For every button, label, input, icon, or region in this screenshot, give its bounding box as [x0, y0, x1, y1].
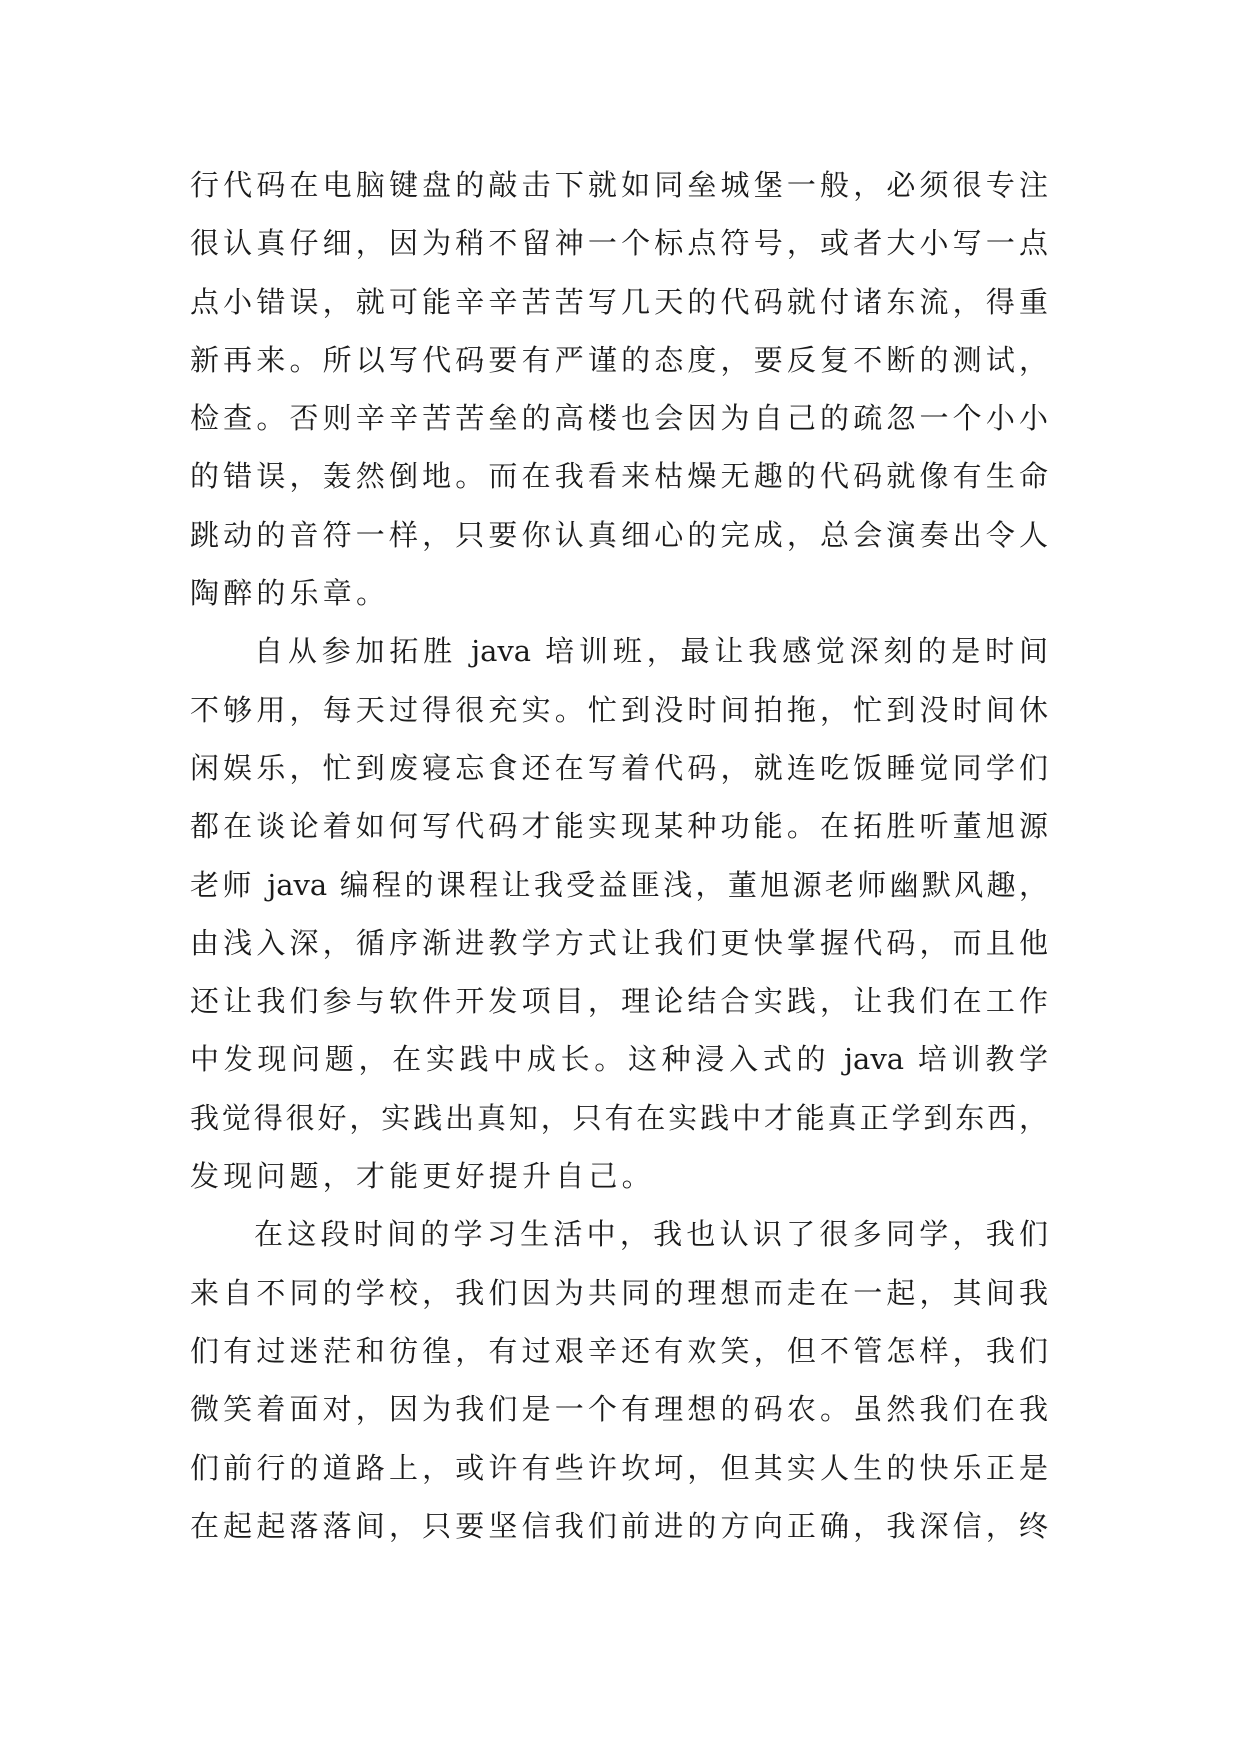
text-line: 我觉得很好，实践出真知，只有在实践中才能真正学到东西， [190, 1100, 1048, 1135]
text-line: 检查。否则辛辛苦苦垒的高楼也会因为自己的疏忽一个小小 [190, 401, 1048, 436]
text-line: 中发现问题，在实践中成长。这种浸入式的 java 培训教学 [190, 1042, 1048, 1077]
text-line: 们前行的道路上，或许有些许坎坷，但其实人生的快乐正是 [190, 1450, 1048, 1485]
text-line: 新再来。所以写代码要有严谨的态度，要反复不断的测试， [190, 342, 1048, 377]
text-line: 行代码在电脑键盘的敲击下就如同垒城堡一般，必须很专注 [190, 168, 1048, 202]
text-line: 还让我们参与软件开发项目，理论结合实践，让我们在工作 [190, 984, 1048, 1019]
text-line: 在这段时间的学习生活中，我也认识了很多同学，我们 [254, 1217, 1048, 1252]
text-line: 的错误，轰然倒地。而在我看来枯燥无趣的代码就像有生命 [190, 459, 1048, 494]
text-line: 微笑着面对，因为我们是一个有理想的码农。虽然我们在我 [190, 1392, 1048, 1427]
paragraph-2 [190, 622, 1048, 1205]
text-line: 不够用，每天过得很充实。忙到没时间拍拖，忙到没时间休 [190, 692, 1048, 727]
text-line: 老师 java 编程的课程让我受益匪浅，董旭源老师幽默风趣， [190, 867, 1048, 902]
text-line: 在起起落落间，只要坚信我们前进的方向正确，我深信，终 [190, 1508, 1048, 1543]
text-line: 们有过迷茫和彷徨，有过艰辛还有欢笑，但不管怎样，我们 [190, 1333, 1048, 1368]
text-line: 很认真仔细，因为稍不留神一个标点符号，或者大小写一点 [190, 226, 1048, 261]
paragraph-3 [190, 1205, 1048, 1555]
paragraph-1 [190, 156, 1048, 622]
text-line: 来自不同的学校，我们因为共同的理想而走在一起，其间我 [190, 1275, 1048, 1310]
text-line: 闲娱乐，忙到废寝忘食还在写着代码，就连吃饭睡觉同学们 [190, 750, 1048, 785]
text-line: 都在谈论着如何写代码才能实现某种功能。在拓胜听董旭源 [190, 809, 1048, 844]
document-body [190, 156, 1048, 1555]
text-line: 自从参加拓胜 java 培训班，最让我感觉深刻的是时间 [254, 634, 1048, 669]
text-line: 发现问题，才能更好提升自己。 [190, 1159, 655, 1194]
text-line: 由浅入深，循序渐进教学方式让我们更快掌握代码，而且他 [190, 925, 1048, 960]
text-line: 点小错误，就可能辛辛苦苦写几天的代码就付诸东流，得重 [190, 284, 1048, 319]
text-line: 跳动的音符一样，只要你认真细心的完成，总会演奏出令人 [190, 517, 1048, 552]
text-line: 陶醉的乐章。 [190, 576, 390, 611]
